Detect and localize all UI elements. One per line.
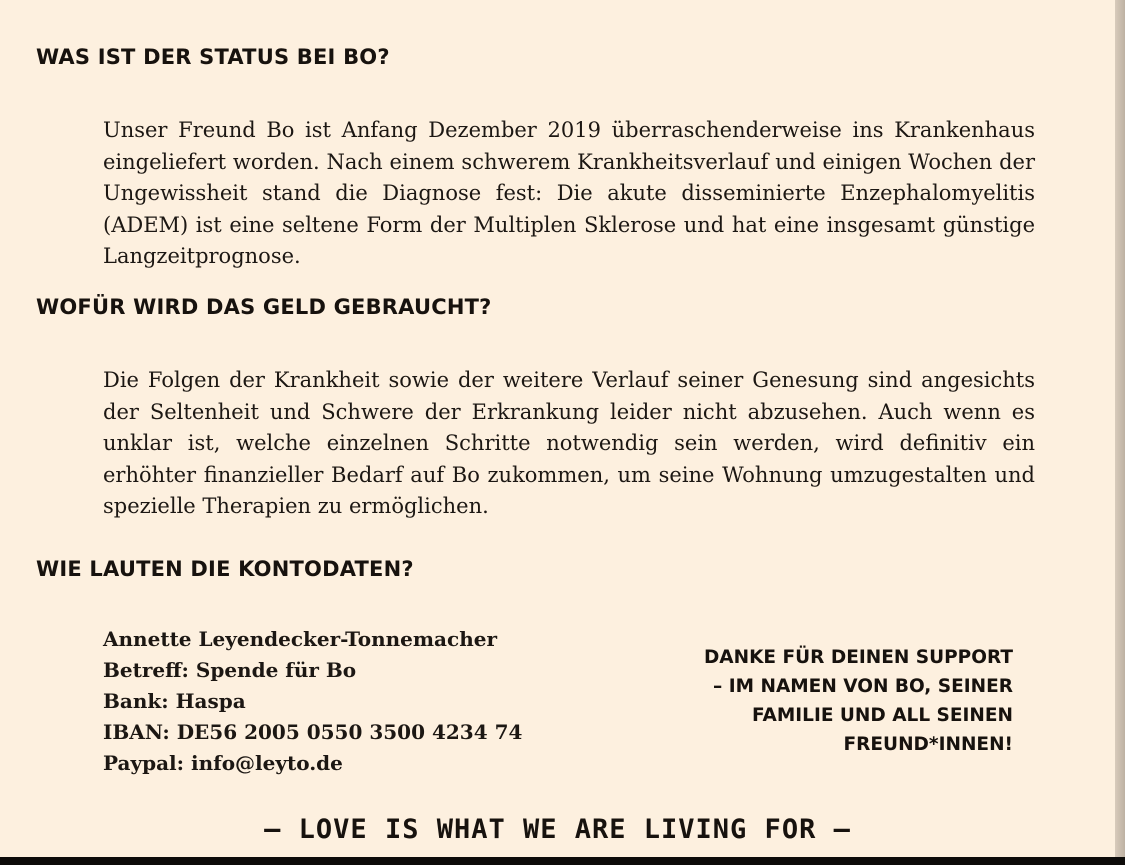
account-bank: Bank: Haspa bbox=[103, 689, 246, 713]
bottom-border bbox=[0, 857, 1125, 865]
account-reference: Betreff: Spende für Bo bbox=[103, 658, 357, 682]
thanks-line: – IM NAMEN VON BO, SEINER bbox=[713, 676, 1013, 697]
thanks-line: FAMILIE UND ALL SEINEN bbox=[752, 705, 1013, 726]
thanks-line: DANKE FÜR DEINEN SUPPORT bbox=[703, 647, 1013, 668]
thanks-line: FREUND*INNEN! bbox=[843, 734, 1013, 755]
account-paypal[interactable]: Paypal: info@leyto.de bbox=[103, 751, 343, 775]
account-holder: Annette Leyendecker-Tonnemacher bbox=[103, 627, 497, 651]
page-edge-shadow bbox=[1115, 0, 1125, 865]
paragraph-status: Unser Freund Bo ist Anfang Dezember 2019 überraschenderweise ins Krankenhaus eingeliefert worden. Nach einem schwerem Krankheitsverlauf und einigen Wochen der Ungewissheit stand die Diagnose fest: Die akute disseminierte Enzephalomyelitis (ADEM) ist eine seltene Form der Multiplen Sklerose und hat eine insgesamt günstige Langzeitprognose. bbox=[103, 118, 1035, 268]
thanks-note bbox=[653, 643, 1013, 759]
heading-status: WAS IST DER STATUS BEI BO? bbox=[36, 45, 390, 69]
heading-money-use: WOFÜR WIRD DAS GELD GEBRAUCHT? bbox=[36, 295, 492, 319]
account-details bbox=[103, 624, 583, 779]
heading-account-details: WIE LAUTEN DIE KONTODATEN? bbox=[36, 557, 414, 581]
account-iban[interactable]: IBAN: DE56 2005 0550 3500 4234 74 bbox=[103, 720, 523, 744]
paragraph-money-use: Die Folgen der Krankheit sowie der weitere Verlauf seiner Genesung sind angesichts der Seltenheit und Schwere der Erkrankung leider nicht abzusehen. Auch wenn es unklar ist, welche einzelnen Schritte notwendig sein werden, wird definitiv ein erhöhter finanzieller Bedarf auf Bo zukommen, um seine Wohnung umzugestalten und spezielle Therapien zu ermöglichen. bbox=[103, 368, 1035, 518]
tagline: – LOVE IS WHAT WE ARE LIVING FOR – bbox=[264, 814, 851, 845]
